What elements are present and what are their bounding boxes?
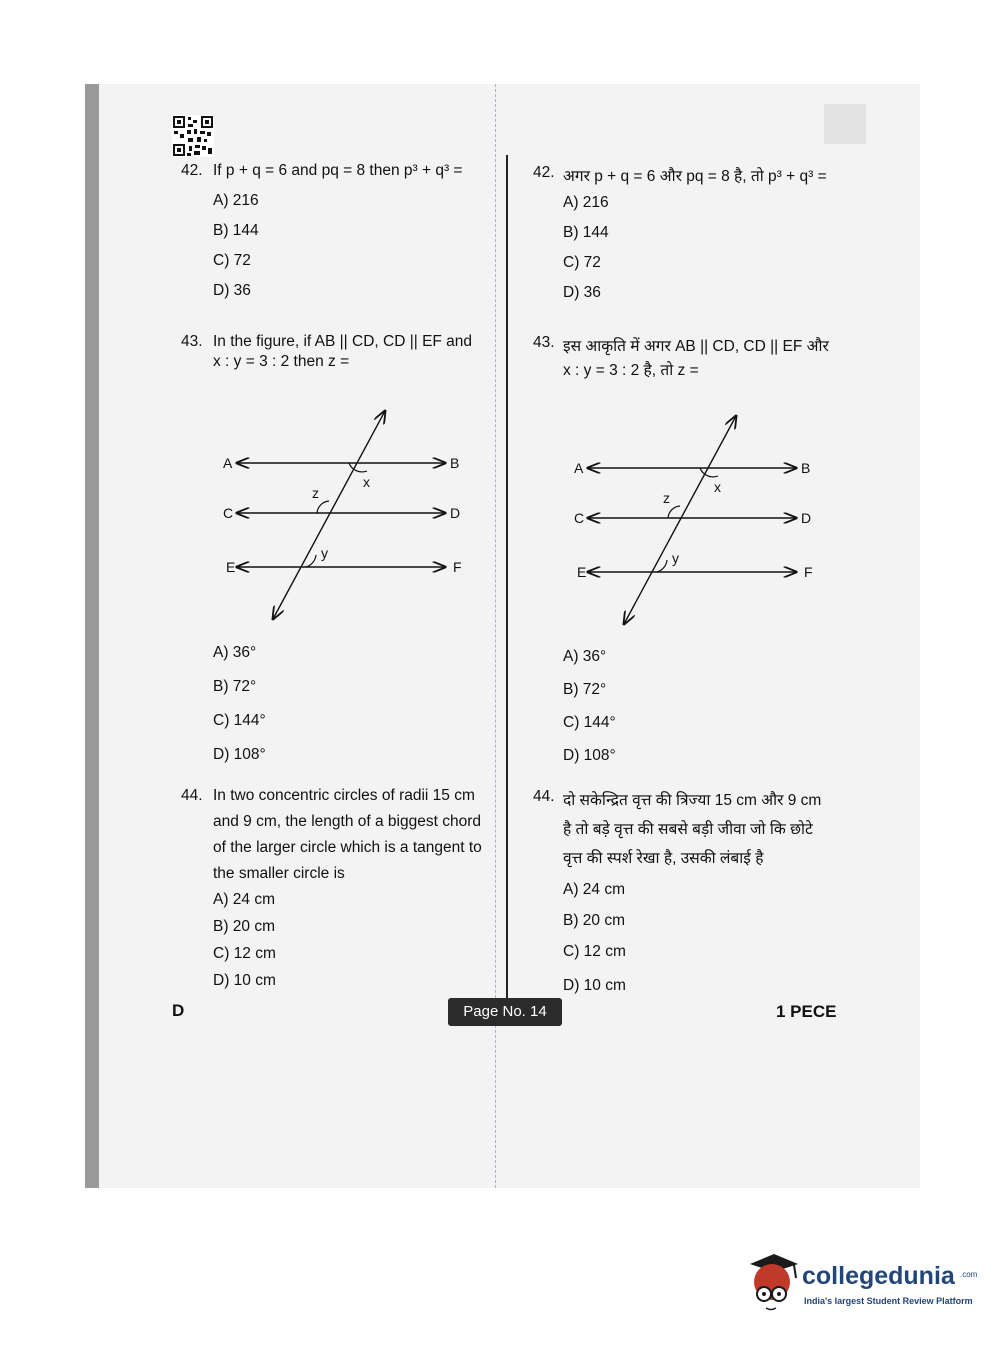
option-c[interactable]: C) 144° <box>213 712 266 729</box>
logo-wordmark: collegedunia <box>802 1262 955 1290</box>
logo-domain-suffix: .com <box>960 1270 978 1279</box>
logo-tagline: India's largest Student Review Platform <box>804 1296 973 1306</box>
option-c[interactable]: C) 72 <box>563 254 601 271</box>
mascot-icon <box>744 1250 802 1316</box>
option-a[interactable]: A) 24 cm <box>563 881 626 898</box>
option-d[interactable]: D) 36 <box>213 282 251 299</box>
bleed-through-mark <box>824 104 866 144</box>
question-number: 44. <box>533 788 555 805</box>
option-a[interactable]: A) 216 <box>213 192 259 209</box>
label-f: F <box>453 559 462 575</box>
option-c[interactable]: C) 144° <box>563 714 616 731</box>
question-number: 43. <box>533 334 555 351</box>
option-b[interactable]: B) 72° <box>213 678 257 695</box>
option-d[interactable]: D) 36 <box>563 284 601 301</box>
question-text: दो सकेन्द्रित वृत्त की त्रिज्या 15 cm और 9 cm <box>563 792 822 809</box>
question-text: है तो बड़े वृत्त की सबसे बड़ी जीवा जो कि छोटे <box>563 821 813 838</box>
label-x: x <box>363 474 370 490</box>
label-z: z <box>663 490 670 506</box>
question-text: x : y = 3 : 2 है, तो z = <box>563 362 699 379</box>
label-c: C <box>223 505 234 521</box>
label-x: x <box>714 479 721 495</box>
label-y: y <box>321 545 328 561</box>
option-b[interactable]: B) 20 cm <box>563 912 626 929</box>
question-text: and 9 cm, the length of a biggest chord <box>213 813 481 830</box>
label-c: C <box>574 510 585 526</box>
page-number-badge: Page No. 14 <box>448 998 562 1026</box>
option-a[interactable]: A) 36° <box>213 644 257 661</box>
label-d: D <box>450 505 461 521</box>
question-number: 42. <box>181 162 203 179</box>
question-text: अगर p + q = 6 और pq = 8 है, तो p³ + q³ = <box>563 168 827 185</box>
paper-code: 1 PECE <box>776 1002 837 1021</box>
label-e: E <box>226 559 236 575</box>
option-d[interactable]: D) 10 cm <box>213 972 276 989</box>
question-text: x : y = 3 : 2 then z = <box>213 353 350 370</box>
scan-edge-band <box>85 84 99 1188</box>
parallel-lines-figure <box>566 410 826 635</box>
option-a[interactable]: A) 216 <box>563 194 609 211</box>
question-text: वृत्त की स्पर्श रेखा है, उसकी लंबाई है <box>563 850 764 867</box>
question-number: 42. <box>533 164 555 181</box>
booklet-set-label: D <box>172 1001 185 1020</box>
option-b[interactable]: B) 72° <box>563 681 607 698</box>
option-d[interactable]: D) 10 cm <box>563 977 626 994</box>
column-divider <box>506 155 508 1005</box>
option-c[interactable]: C) 72 <box>213 252 251 269</box>
question-number: 43. <box>181 333 203 350</box>
label-b: B <box>450 455 460 471</box>
label-y: y <box>672 550 679 566</box>
option-d[interactable]: D) 108° <box>563 747 616 764</box>
label-f: F <box>804 564 813 580</box>
label-z: z <box>312 485 319 501</box>
option-c[interactable]: C) 12 cm <box>563 943 626 960</box>
question-text: of the larger circle which is a tangent to <box>213 839 482 856</box>
parallel-lines-figure <box>215 405 475 630</box>
option-b[interactable]: B) 144 <box>213 222 259 239</box>
option-a[interactable]: A) 36° <box>563 648 607 665</box>
question-text: the smaller circle is <box>213 865 345 882</box>
question-number: 44. <box>181 787 203 804</box>
label-a: A <box>574 460 584 476</box>
label-b: B <box>801 460 811 476</box>
label-e: E <box>577 564 587 580</box>
option-b[interactable]: B) 20 cm <box>213 918 276 935</box>
qr-code-icon <box>172 115 214 157</box>
label-d: D <box>801 510 812 526</box>
option-c[interactable]: C) 12 cm <box>213 945 276 962</box>
question-text: If p + q = 6 and pq = 8 then p³ + q³ = <box>213 162 463 179</box>
question-text: In two concentric circles of radii 15 cm <box>213 787 475 804</box>
collegedunia-logo <box>744 1250 978 1316</box>
option-b[interactable]: B) 144 <box>563 224 609 241</box>
question-text: In the figure, if AB || CD, CD || EF and <box>213 333 473 350</box>
label-a: A <box>223 455 233 471</box>
option-d[interactable]: D) 108° <box>213 746 266 763</box>
option-a[interactable]: A) 24 cm <box>213 891 276 908</box>
question-text: इस आकृति में अगर AB || CD, CD || EF और <box>563 338 829 355</box>
